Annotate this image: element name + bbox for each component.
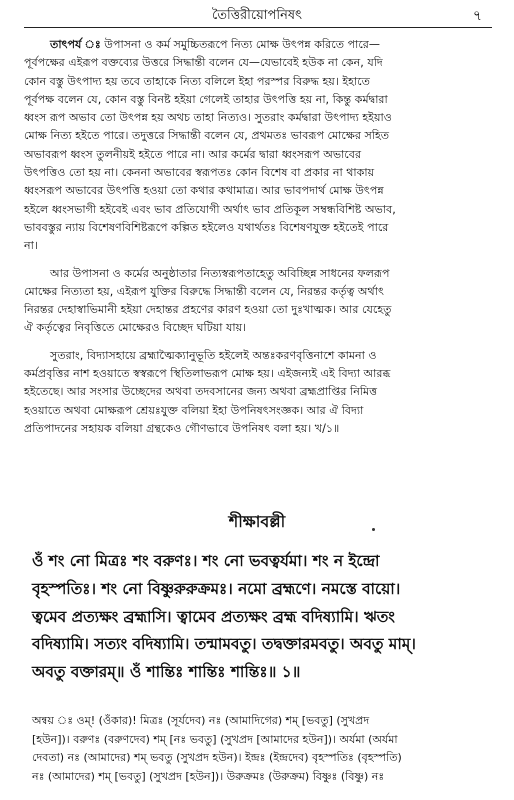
commentary-body [24, 36, 492, 447]
page-header [0, 4, 514, 26]
page-number: ৭ [472, 8, 482, 24]
paragraph-sutaram [24, 347, 492, 438]
ornament-dot [372, 528, 375, 531]
section-title: শীক্ষাবল্লী [228, 512, 286, 531]
paragraph-tatparya [24, 36, 492, 256]
mantra-verse: ওঁ শং নো মিত্রঃ শং বরুণঃ। শং নো ভবত্বর্যমা। শং ন ইন্দ্রো বৃহস্পতিঃ। শং নো বিষ্ণুরুরুক্রমঃ। নমো ব্রহ্মণে। নমস্তে বায়ো। ত্বমেব প্রত্যক্ষং ব্রহ্মাসি। ত্বামেব প্রত্যক্ষং ব্রহ্ম বদিষ্যামি। ঋতং বদিষ্যামি। সত্যং বদিষ্যামি। তন্মামবতু। তদ্বক্তারমবতু। অবতু মাম্। অবতু বক্তারম্॥ ওঁ শান্তিঃ শান্তিঃ শান্তিঃ॥ ১॥ [32, 552, 416, 682]
paragraph-text: সুতরাং, বিদ্যাসহায়ে ব্রহ্মাত্মৈক্যানুভূতি হইলেই অন্তঃকরণবৃত্তিনাশে কামনা ও কর্মপ্রবৃত্তির নাশ হওয়াতে স্বস্বরূপে স্থিতিলাভরূপ মোক্ষ হয়। এইজন্যই এই বিদ্যা আরব্ধ হইতেছে। আর সংসার উচ্ছেদের অথবা তদবসানের জন্য অথবা ব্রহ্মপ্রাপ্তির নিমিত্ত হওয়াতে অথবা মোক্ষরূপ শ্রেয়ঃযুক্ত বলিয়া ইহা উপনিষৎসংজ্ঞক। আর ঐ বিদ্যা প্রতিপাদনের সহায়ক বলিয়া গ্রন্থকেও গৌণভাবে উপনিষৎ বলা হয়। খ/১॥ [24, 348, 391, 435]
paragraph-text: উপাসনা ও কর্ম সমুচ্চিতরূপে নিত্য মোক্ষ উৎপন্ন করিতে পারে— পূর্বপক্ষের এইরূপ বক্তব্যের উত্তরে সিদ্ধান্তী বলেন যে—যেভাবেই হউক না কেন, যদি কোন বস্তু উৎপাদ্য হয় তবে তাহাকে নিত্য বলিলে ইহা পরস্পর বিরুদ্ধ হয়। ইহাতে পূর্বপক্ষ বলেন যে, কোন বস্তু বিনষ্ট হইয়া গেলেই তাহার উৎপত্তি হয় না, কিন্তু কর্মদ্বারা ধ্বংস রূপ অভাব তো উৎপন্ন হয় অথচ তাহা নিত্যও। সুতরাং কর্মদ্বারা উৎপাদ্য হইয়াও মোক্ষ নিত্য হইতে পারে। তদুত্তরে সিদ্ধান্তী বলেন যে, প্রথমতঃ ভাবরূপ মোক্ষের সহিত অভাবরূপ ধ্বংস তুলনীয়ই হইতে পারে না। আর কর্মের দ্বারা ধ্বংসরূপ অভাবের উৎপত্তিও তো হয় না। কেননা অভাবের স্বরূপতঃ কোন বিশেষ বা প্রকার না থাকায় ধ্বংসরূপ অভাবের উৎপত্তি হওয়া তো কথার কথামাত্র। আর ভাবপদার্থ মোক্ষ উৎপন্ন হইলে ধ্বংসভাগী হইবেই এবং ভাব প্রতিযোগী অর্থাৎ ভাব প্রতিকূল সম্বন্ধবিশিষ্ট অভাব, ভাববস্তুর ন্যায় বিশেষণবিশিষ্টরূপে কল্পিত হইলেও যথার্থতঃ বিশেষণযুক্ত হইতেই পারে না। [24, 38, 396, 253]
header-rule [24, 27, 492, 28]
paragraph-text: আর উপাসনা ও কর্মের অনুষ্ঠাতার নিত্যস্বরূপতাহেতু অবিচ্ছিন্ন সাধনের ফলরূপ মোক্ষের নিত্যতা হয়, এইরূপ যুক্তির বিরুদ্ধে সিদ্ধান্তী বলেন যে, নিরন্তর কর্তৃত্ব অর্থাৎ নিরন্তর দেহাস্বাভিমানী হইয়া দেহান্তর প্রহণের কারণ হওয়া তো দুঃখাত্মক। আর যেহেতু ঐ কর্তৃত্বের নিবৃত্তিতে মোক্ষেরও বিচ্ছেদ ঘটিয়া যায়। [24, 266, 392, 335]
running-title: তৈত্তিরীয়োপনিষৎ [212, 8, 302, 23]
anvaya-text: অন্বয় ঃ ওম্! (ওঁকার)! মিত্রঃ (সূর্যদেব) নঃ (আমাদিগের) শম্ [ভবতু] (সুখপ্রদ [হউন])। বরুণঃ (বরুণদেব) শম্ [নঃ ভবতু] (সুখপ্রদ [আমাদের হউন])। অর্যমা (অর্যমা দেবতা) নঃ (আমাদের) শম্ ভবতু (সুখপ্রদ হউন)। ইন্দ্রঃ (ইন্দ্রদেব) বৃহস্পতিঃ (বৃহস্পতি) নঃ (আমাদের) শম্ [ভবতু] (সুখপ্রদ [হউন])। উরুক্রমঃ (উরুক্রম) বিষ্ণুঃ (বিষ্ণু) নঃ [32, 714, 402, 783]
paragraph-upasana [24, 265, 492, 338]
tatparya-label: তাৎপর্য ঃ [50, 38, 101, 51]
